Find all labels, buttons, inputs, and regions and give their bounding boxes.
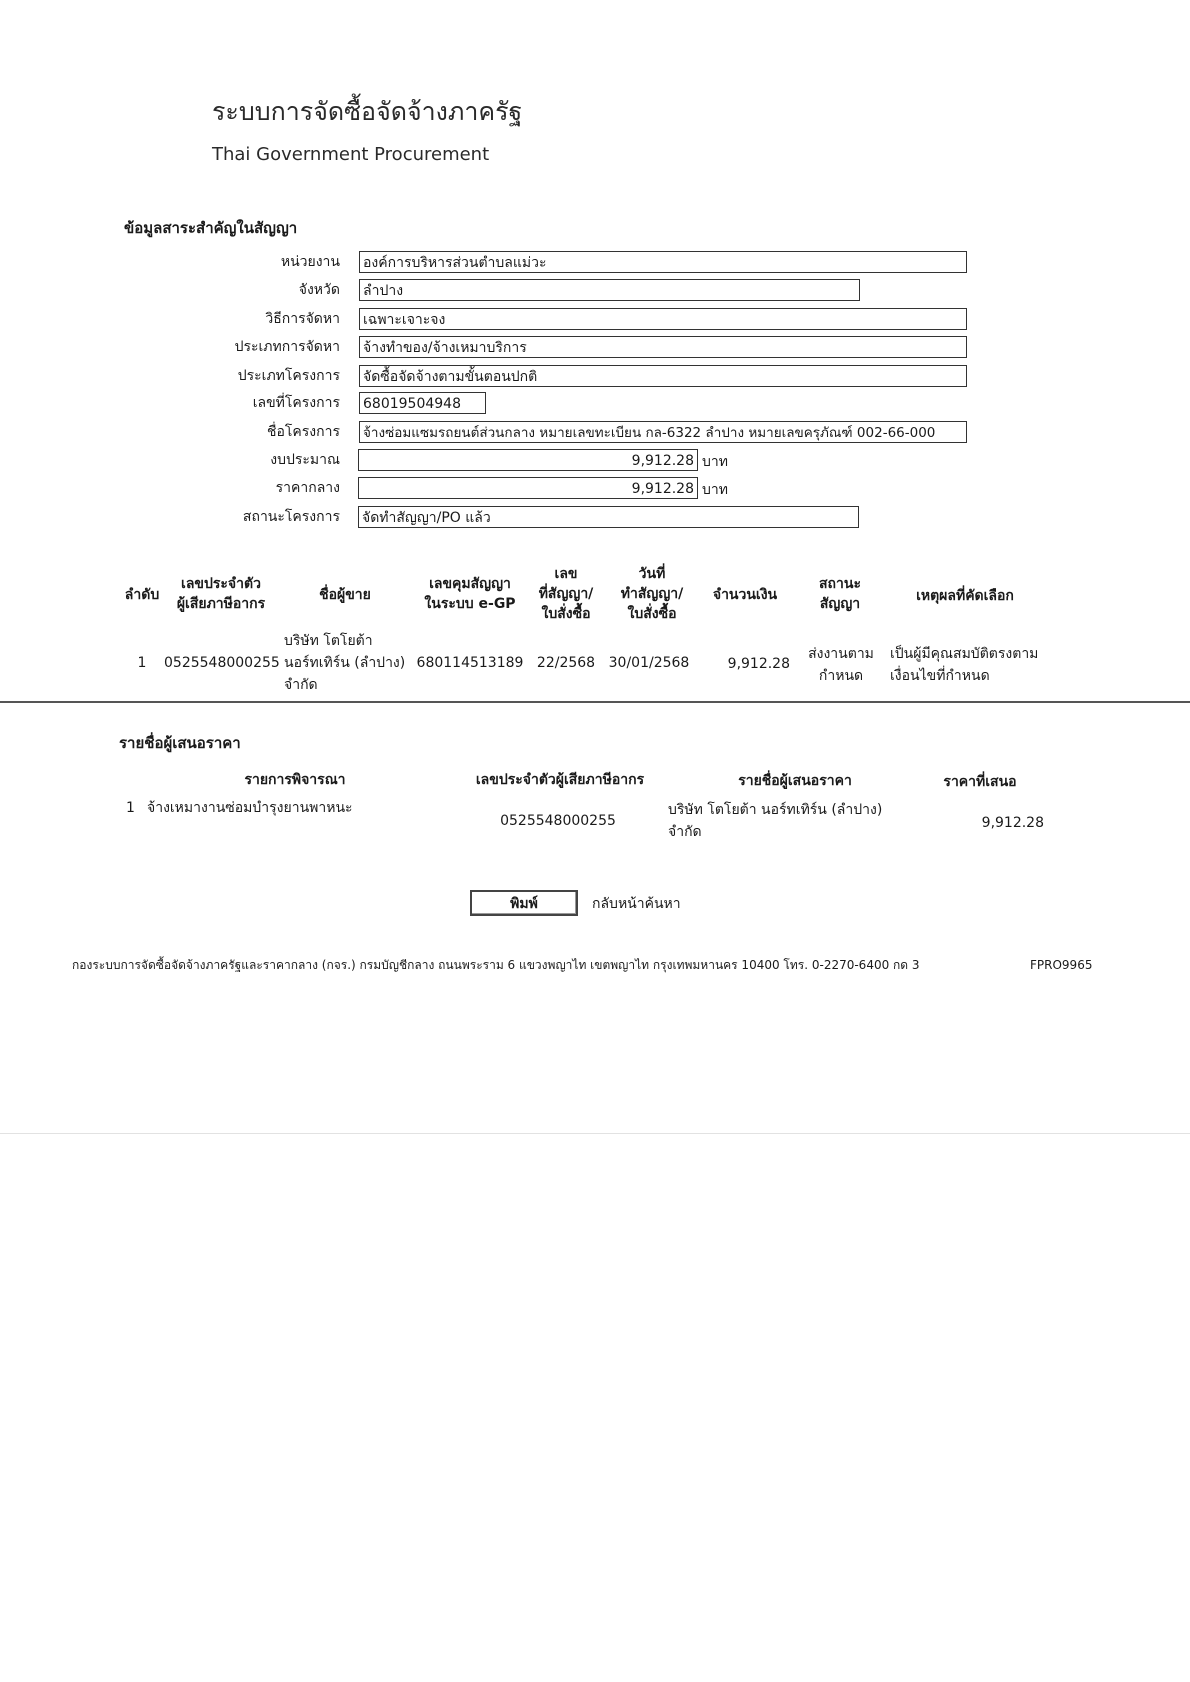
bidders-col-price: ราคาที่เสนอ bbox=[943, 774, 1017, 790]
bidder-row-item: จ้างเหมางานซ่อมบำรุงยานพาหนะ bbox=[147, 800, 353, 816]
field-label-agency: หน่วยงาน bbox=[280, 254, 340, 270]
row-contract-ctrl: 680114513189 bbox=[416, 655, 524, 671]
field-label-median-price: ราคากลาง bbox=[275, 480, 340, 496]
col-header-reason: เหตุผลที่คัดเลือก bbox=[916, 588, 1014, 604]
field-label-province: จังหวัด bbox=[298, 282, 340, 298]
bidders-col-name: รายชื่อผู้เสนอราคา bbox=[738, 773, 852, 789]
row-amount: 9,912.28 bbox=[727, 656, 790, 672]
field-project-type: จัดซื้อจัดจ้างตามขั้นตอนปกติ bbox=[359, 365, 967, 387]
row-reason: เป็นผู้มีคุณสมบัติตรงตาม เงื่อนไขที่กำหนด bbox=[890, 646, 1039, 684]
field-procurement-type: จ้างทำของ/จ้างเหมาบริการ bbox=[359, 336, 967, 358]
field-agency: องค์การบริหารส่วนตำบลแม่วะ bbox=[359, 251, 967, 273]
row-no: 1 bbox=[137, 655, 147, 671]
row-vendor: บริษัท โตโยต้า นอร์ทเทิร์น (ลำปาง) จำกัด bbox=[284, 633, 406, 693]
contract-info-section-title: ข้อมูลสาระสำคัญในสัญญา bbox=[124, 219, 298, 237]
field-project-no: 68019504948 bbox=[359, 392, 486, 414]
col-header-contract-no: เลข ที่สัญญา/ ใบสั่งซื้อ bbox=[538, 566, 594, 622]
row-tax-id: 0525548000255 bbox=[164, 655, 280, 671]
field-median-price: 9,912.28 bbox=[358, 477, 698, 499]
bidders-col-item: รายการพิจารณา bbox=[244, 772, 346, 788]
section-divider bbox=[0, 701, 1190, 703]
bidder-row-no: 1 bbox=[126, 800, 135, 816]
field-budget-unit: บาท bbox=[702, 454, 728, 470]
row-contract-no: 22/2568 bbox=[536, 655, 596, 671]
row-date: 30/01/2568 bbox=[608, 655, 690, 671]
bidder-row-tax-id: 0525548000255 bbox=[500, 813, 616, 829]
col-header-tax-id: เลขประจำตัว ผู้เสียภาษีอากร bbox=[176, 576, 266, 612]
print-button[interactable]: พิมพ์ bbox=[470, 890, 578, 916]
field-label-project-status: สถานะโครงการ bbox=[242, 509, 340, 525]
footer-text: กองระบบการจัดซื้อจัดจ้างภาครัฐและราคากลาง (กจร.) กรมบัญชีกลาง ถนนพระราม 6 แขวงพญาไท เขตพญาไท กรุงเทพมหานคร 10400 โทร. 0-2270-6400 กด 3 bbox=[72, 958, 920, 972]
col-header-date: วันที่ ทำสัญญา/ ใบสั่งซื้อ bbox=[620, 566, 684, 622]
field-project-status: จัดทำสัญญา/PO แล้ว bbox=[358, 506, 859, 528]
field-label-project-type: ประเภทโครงการ bbox=[237, 368, 340, 384]
field-label-project-no: เลขที่โครงการ bbox=[252, 395, 340, 411]
bidder-row-name: บริษัท โตโยต้า นอร์ทเทิร์น (ลำปาง) จำกัด bbox=[668, 802, 883, 840]
col-header-status: สถานะ สัญญา bbox=[819, 576, 861, 612]
field-province: ลำปาง bbox=[359, 279, 860, 301]
page-title-en: Thai Government Procurement bbox=[212, 144, 490, 165]
col-header-no: ลำดับ bbox=[124, 587, 160, 603]
back-to-search-link[interactable]: กลับหน้าค้นหา bbox=[592, 896, 681, 912]
col-header-amount: จำนวนเงิน bbox=[712, 587, 778, 603]
row-status: ส่งงานตาม กำหนด bbox=[808, 646, 874, 684]
field-label-project-name: ชื่อโครงการ bbox=[266, 424, 340, 440]
col-header-vendor: ชื่อผู้ขาย bbox=[319, 587, 371, 603]
bidders-col-tax-id: เลขประจำตัวผู้เสียภาษีอากร bbox=[475, 772, 645, 788]
scan-line bbox=[0, 1133, 1190, 1134]
field-label-budget: งบประมาณ bbox=[270, 452, 340, 468]
bidders-section-title: รายชื่อผู้เสนอราคา bbox=[119, 734, 241, 752]
col-header-contract-ctrl: เลขคุมสัญญา ในระบบ e-GP bbox=[424, 576, 516, 612]
bidder-row-price: 9,912.28 bbox=[981, 815, 1044, 831]
field-label-procurement-type: ประเภทการจัดหา bbox=[234, 339, 340, 355]
field-budget: 9,912.28 bbox=[358, 449, 698, 471]
page-title-th: ระบบการจัดซื้อจัดจ้างภาครัฐ bbox=[212, 97, 523, 126]
footer-code: FPRO9965 bbox=[1030, 958, 1093, 972]
field-method: เฉพาะเจาะจง bbox=[359, 308, 967, 330]
field-project-name: จ้างซ่อมแซมรถยนต์ส่วนกลาง หมายเลขทะเบียน กล-6322 ลำปาง หมายเลขครุภัณฑ์ 002-66-000 bbox=[359, 421, 967, 443]
field-median-price-unit: บาท bbox=[702, 482, 728, 498]
field-label-method: วิธีการจัดหา bbox=[265, 311, 340, 327]
